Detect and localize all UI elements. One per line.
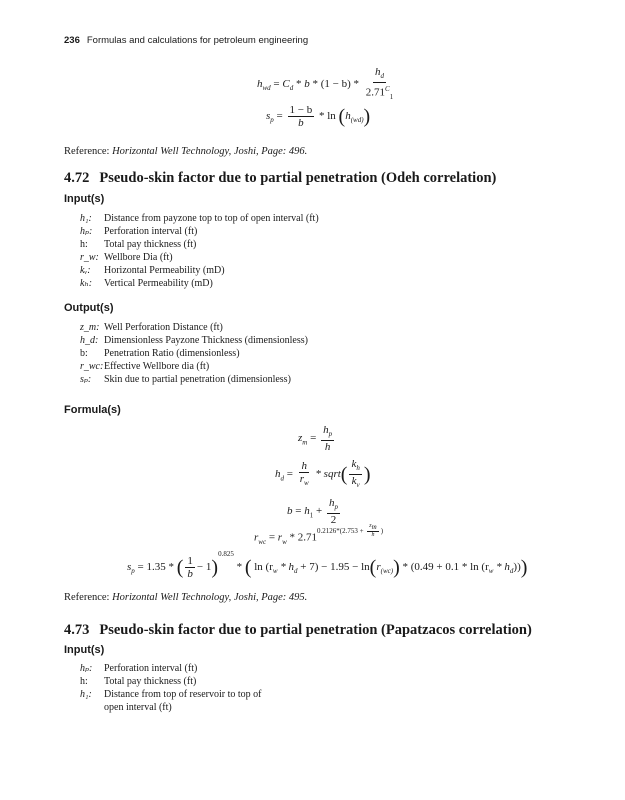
list-item: z_m: Well Perforation Distance (ft) <box>80 322 223 333</box>
reference-top: Reference: Horizontal Well Technology, Joshi, Page: 496. <box>64 146 308 157</box>
input-heading-473: Input(s) <box>64 644 105 656</box>
equation-rwc: $r_{wc} = r_w * 2.71^{0.2126*(2.753 + \frac{z_m}{h} )}$ <box>254 523 384 546</box>
equation-hd: $h_d$ = $\frac{h}{r_w}$ * sqrt( $\frac{k_h}{k_v}$ ) <box>275 458 371 490</box>
output-heading-472: Output(s) <box>64 302 114 314</box>
output-list-472 <box>80 321 308 386</box>
list-item: r_wc: Effective Wellbore dia (ft) <box>80 361 210 372</box>
list-item: h_d: Dimensionless Payzone Thickness (dimensionless) <box>80 335 308 346</box>
list-item: kₕ: Vertical Permeability (mD) <box>80 278 213 289</box>
list-item: h: Total pay thickness (ft) <box>80 239 197 250</box>
reference-472: Reference: Horizontal Well Technology, Joshi, Page: 495. <box>64 592 308 603</box>
list-item: hₚ: Perforation interval (ft) <box>80 226 198 237</box>
list-item-continuation: open interval (ft) <box>104 702 172 713</box>
input-list-473 <box>80 662 261 714</box>
section-4-73-title: 4.73 Pseudo-skin factor due to partial penetration (Papatzacos correlation) <box>64 622 532 638</box>
running-head <box>64 35 308 46</box>
section-4-72-title: 4.72 Pseudo-skin factor due to partial penetration (Odeh correlation) <box>64 170 497 186</box>
page-number: 236 <box>64 35 80 46</box>
list-item: h: Total pay thickness (ft) <box>80 676 197 687</box>
equation-zm: $z_m$ = $\frac{h_p}{h}$ <box>298 424 333 454</box>
list-item: h₁: Distance from top of reservoir to top of <box>80 689 262 700</box>
equation-hwd: $h_{wd} = C_d * b * (1 - b)$ * $\frac{h_d}{2.71^C_1}$ <box>257 66 394 102</box>
equation-sp-top: $s_p$ = $\frac{1 - b}{b}$ * $\ln (h_{(wd)})$ <box>266 104 371 129</box>
list-item: r_w: Wellbore Dia (ft) <box>80 252 173 263</box>
formula-heading-472: Formula(s) <box>64 404 121 416</box>
list-item: b: Penetration Ratio (dimensionless) <box>80 348 240 359</box>
list-item: sₚ: Skin due to partial penetration (dimensionless) <box>80 374 291 385</box>
list-item: kᵥ: Horizontal Permeability (mD) <box>80 265 225 276</box>
book-title: Formulas and calculations for petroleum engineering <box>86 35 309 46</box>
input-list-472 <box>80 212 319 290</box>
equation-b: $b = h_1$ + $\frac{h_p}{2}$ <box>287 497 338 527</box>
input-heading-472: Input(s) <box>64 193 105 205</box>
equation-sp-odeh: $s_p = 1.35$ * ( $\frac{1}{b}$ − 1)$^{0.825}$ * ( $\ln (r_w * h_d + 7) - 1.95 - \ln(r_{(wc)}) * (0.49 + 0.1 * \ln (r_w * h_d))$) <box>127 550 528 580</box>
list-item: h₁: Distance from payzone top to top of open interval (ft) <box>80 213 319 224</box>
list-item: hₚ: Perforation interval (ft) <box>80 663 198 674</box>
